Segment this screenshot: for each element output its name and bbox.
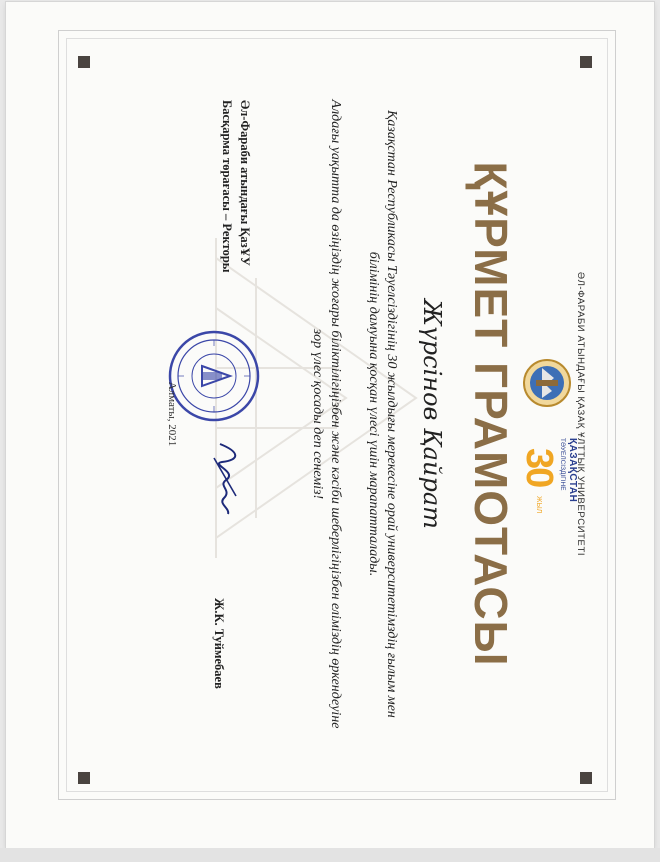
anniversary-logo-brand: ҚАЗАҚСТАН <box>567 438 578 503</box>
anniversary-logo-number: 30 <box>518 448 560 487</box>
handwritten-signature <box>204 438 250 518</box>
anniversary-logo <box>514 438 578 548</box>
recipient-name: Жүрсінов Қайрат <box>418 299 446 529</box>
university-emblem-icon <box>522 358 572 408</box>
signatory-title-line1: Әл-Фараби атындағы ҚазҰУ <box>238 100 252 266</box>
signatory-title <box>218 100 254 320</box>
certificate-content-rotated <box>66 38 606 790</box>
viewer-bottom-bar <box>0 848 660 862</box>
university-seal-stamp <box>168 330 260 422</box>
body-paragraph-1: Қазақстан Республикасы Тәуелсіздігінің 30 жылдығы мерекесіне орай университетімздің ғылым мен білімінің дамуына қосқан үлесі үшін марапатталады. <box>366 110 399 718</box>
anniversary-logo-years: ЖЫЛ <box>535 496 542 514</box>
certificate-title: ҚҰРМЕТ ГРАМОТАСЫ <box>465 161 517 667</box>
body-paragraph-2: Алдағы уақытта да өзіңіздің жоғары біліктілігіңізбен және кәсіби шеберлігіңізбен еліміздің өркендеуіне зор үлес қосады деп сенеміз! <box>310 99 343 729</box>
place-and-date: Алматы, 2021 <box>166 381 178 447</box>
certificate-sheet <box>6 2 654 848</box>
signatory-title-line2: Басқарма төрағасы – Ректоры <box>220 100 234 273</box>
university-header: ӘЛ-ФАРАБИ АТЫНДАҒЫ ҚАЗАҚ ҰЛТТЫҚ УНИВЕРСИТЕТІ <box>575 271 586 557</box>
signatory-name: Ж.К. Туймебаев <box>212 598 226 689</box>
anniversary-logo-sub: ТӘУЕЛСІЗДІГІНЕ <box>559 438 566 491</box>
